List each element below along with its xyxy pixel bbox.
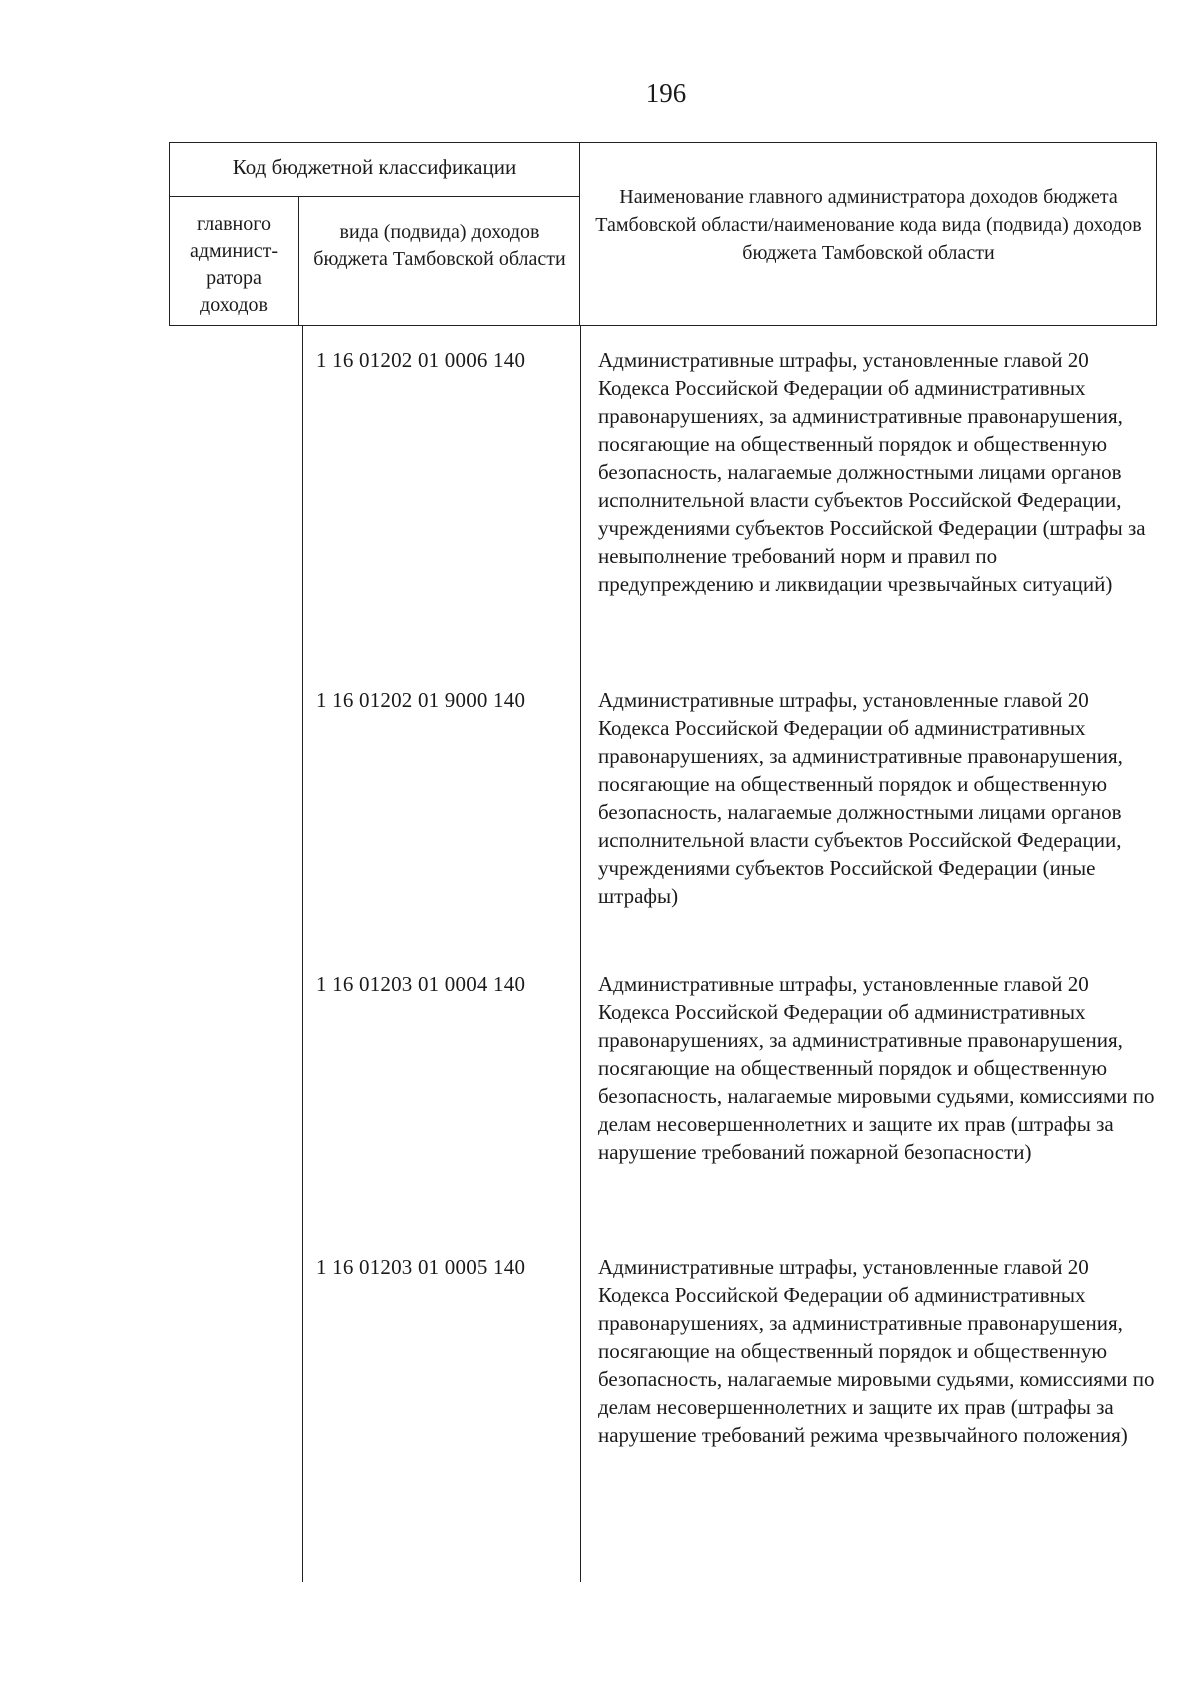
column-divider-code (302, 326, 303, 1582)
row-description: Административные штрафы, установленные главой 20 Кодекса Российской Федерации об административных правонарушениях, за административные правонарушения, посягающие на общественный порядок и общественную безопасность, налагаемые мировыми судьями, комиссиями по делам несовершеннолетних и защите их прав (штрафы за нарушение требований режима чрезвычайного положения) (598, 1255, 1155, 1447)
column-divider-name (580, 326, 581, 1582)
header-admin-column: главного админист-ратора доходов (189, 213, 279, 316)
table-header (169, 142, 1157, 326)
row-code: 1 16 01203 01 0004 140 (316, 972, 526, 996)
row-description: Административные штрафы, установленные главой 20 Кодекса Российской Федерации об административных правонарушениях, за административные правонарушения, посягающие на общественный порядок и общественную безопасность, налагаемые должностными лицами органов исполнительной власти субъектов Российской Федерации, учреждениями субъектов Российской Федерации (иные штрафы) (598, 688, 1123, 908)
row-code: 1 16 01202 01 0006 140 (316, 348, 526, 372)
row-description: Административные штрафы, установленные главой 20 Кодекса Российской Федерации об административных правонарушениях, за административные правонарушения, посягающие на общественный порядок и общественную безопасность, налагаемые мировыми судьями, комиссиями по делам несовершеннолетних и защите их прав (штрафы за нарушение требований пожарной безопасности) (598, 972, 1155, 1164)
header-divider-subcolumn (298, 196, 299, 325)
row-code: 1 16 01203 01 0005 140 (316, 1255, 526, 1279)
header-divider-vertical (579, 143, 580, 325)
row-code: 1 16 01202 01 9000 140 (316, 688, 526, 712)
page-number: 196 (645, 78, 687, 108)
header-budget-code-group: Код бюджетной классификации (232, 155, 517, 179)
row-description: Административные штрафы, установленные главой 20 Кодекса Российской Федерации об административных правонарушениях, за административные правонарушения, посягающие на общественный порядок и общественную безопасность, налагаемые должностными лицами органов исполнительной власти субъектов Российской Федерации, учреждениями субъектов Российской Федерации (штрафы за невыполнение требований норм и правил по предупреждению и ликвидации чрезвычайных ситуаций) (598, 348, 1146, 596)
header-name-column: Наименование главного администратора доходов бюджета Тамбовской области/наименование кода вида (подвида) доходов бюджета Тамбовской области (595, 186, 1142, 264)
header-income-type-column: вида (подвида) доходов бюджета Тамбовской области (313, 221, 566, 270)
header-divider-horizontal (170, 196, 579, 197)
